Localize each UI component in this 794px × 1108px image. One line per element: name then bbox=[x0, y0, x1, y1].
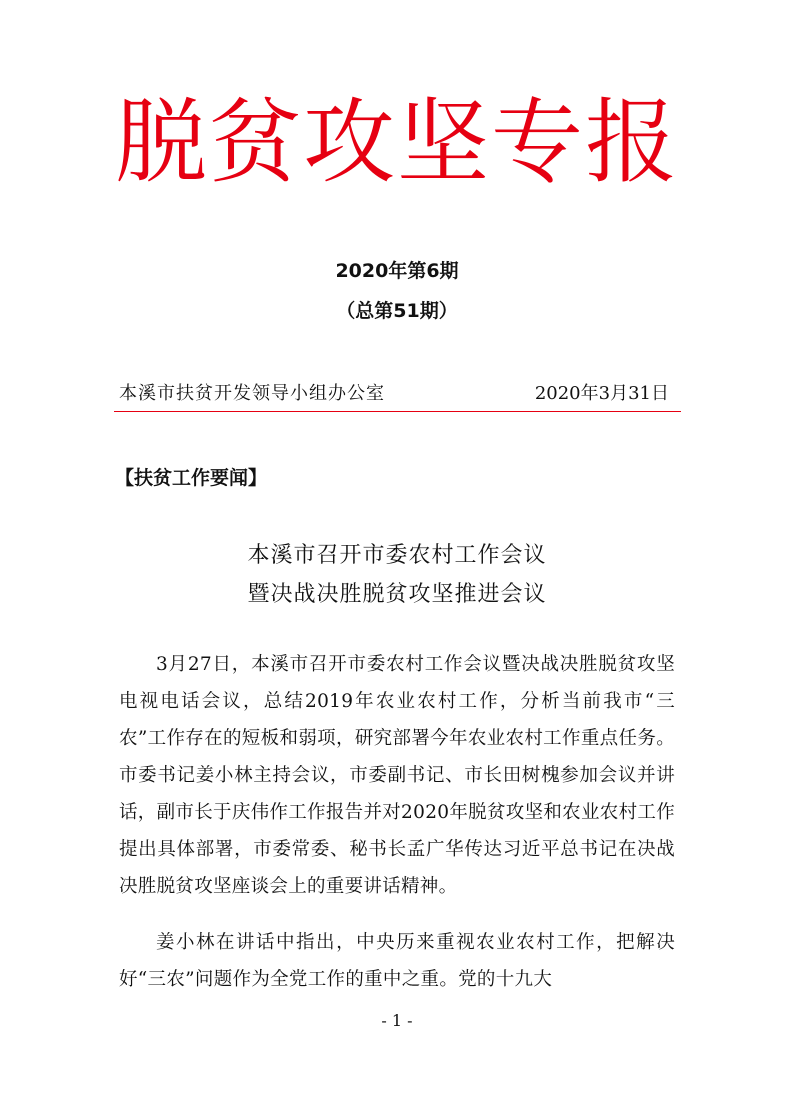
issue-number: 2020年第6期 bbox=[335, 260, 459, 282]
cumulative-issue-number: （总第51期） bbox=[336, 300, 458, 322]
section-label: 【扶贫工作要闻】 bbox=[115, 467, 268, 489]
article-paragraph: 3月27日，本溪市召开市委农村工作会议暨决战决胜脱贫攻坚电视电话会议，总结2019年农业农村工作，分析当前我市“三农”工作存在的短板和弱项，研究部署今年农业农村工作重点任务。市委书记姜小林主持会议，市委副书记、市长田树槐参加会议并讲话，副市长于庆伟作工作报告并对2020年脱贫攻坚和农业农村工作提出具体部署，市委常委、秘书长孟广华传达习近平总书记在决战决胜脱贫攻坚座谈会上的重要讲话精神。 bbox=[119, 654, 675, 897]
article-title-line-2: 暨决战决胜脱贫攻坚推进会议 bbox=[247, 582, 547, 607]
header-divider bbox=[114, 411, 681, 412]
article-paragraph: 姜小林在讲话中指出，中央历来重视农业农村工作，把解决好“三农”问题作为全党工作的重中之重。党的十九大 bbox=[119, 932, 675, 990]
issue-date: 2020年3月31日 bbox=[534, 383, 669, 404]
article-title-line-1: 本溪市召开市委农村工作会议 bbox=[247, 543, 547, 568]
masthead-title: 脱贫攻坚专报 bbox=[114, 89, 679, 196]
issuing-office: 本溪市扶贫开发领导小组办公室 bbox=[119, 383, 385, 404]
page-number: - 1 - bbox=[381, 1011, 413, 1030]
